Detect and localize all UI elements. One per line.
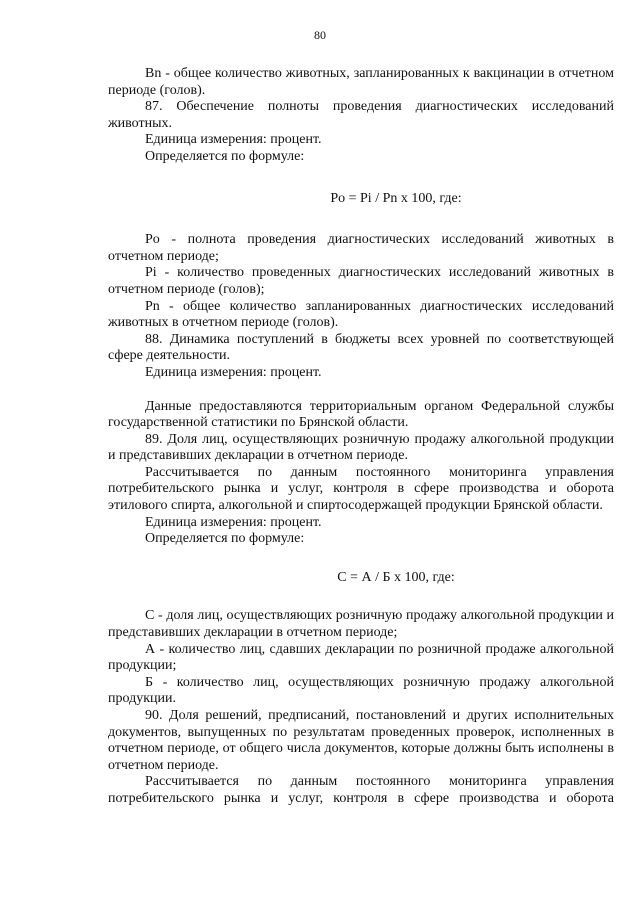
paragraph: 87. Обеспечение полноты проведения диагностических исследований животных. — [108, 99, 614, 131]
document-body — [108, 66, 614, 808]
paragraph: Б - количество лиц, осуществляющих розничную продажу алкогольной продукции. — [108, 674, 614, 707]
paragraph: Определяется по формуле: — [145, 531, 305, 547]
paragraph: Pi - количество проведенных диагностических исследований животных в отчетном периоде (голов); — [108, 265, 614, 297]
paragraph: Рассчитывается по данным постоянного мониторинга управления потребительского рынка и услуг, контроля в сфере производства и оборота этилового спирта, алкогольной и спиртосодержащей продукции Брянской области. — [108, 464, 614, 514]
paragraph: 89. Доля лиц, осуществляющих розничную продажу алкогольной продукции и представивших декларации в отчетном периоде. — [108, 431, 614, 464]
paragraph: Po - полнота проведения диагностических исследований животных в отчетном периоде; — [108, 232, 614, 264]
paragraph: 90. Доля решений, предписаний, постановлений и других исполнительных документов, выпущенных по результатам проведенных проверок, исполненных в отчетном периоде, от общего числа документов, которые должны быть исполнены в отчетном периоде. — [108, 708, 614, 773]
page-number: 80 — [314, 28, 326, 42]
paragraph-spacer — [108, 382, 614, 399]
formula: С = А / Б х 100, где: — [337, 569, 455, 585]
paragraph: Bn - общее количество животных, запланированных к вакцинации в отчетном периоде (голов). — [108, 66, 614, 98]
paragraph: Единица измерения: процент. — [145, 132, 322, 148]
paragraph: Рассчитывается по данным постоянного мониторинга управления потребительского рынка и услуг, контроля в сфере производства и оборота — [108, 774, 614, 806]
paragraph: 88. Динамика поступлений в бюджеты всех уровней по соответствующей сфере деятельности. — [108, 331, 614, 364]
paragraph: Данные предоставляются территориальным органом Федеральной службы государственной статистики по Брянской области. — [108, 398, 614, 431]
paragraph: Единица измерения: процент. — [145, 364, 322, 380]
formula: Po = Pi / Pn x 100, где: — [330, 190, 462, 206]
paragraph: Определяется по формуле: — [145, 148, 305, 164]
paragraph: А - количество лиц, сдавших декларации по розничной продаже алкогольной продукции; — [108, 641, 614, 674]
paragraph: Pn - общее количество запланированных диагностических исследований животных в отчетном периоде (голов). — [108, 298, 614, 331]
paragraph: С - доля лиц, осуществляющих розничную продажу алкогольной продукции и представивших декларации в отчетном периоде; — [108, 608, 614, 641]
paragraph: Единица измерения: процент. — [145, 514, 322, 530]
